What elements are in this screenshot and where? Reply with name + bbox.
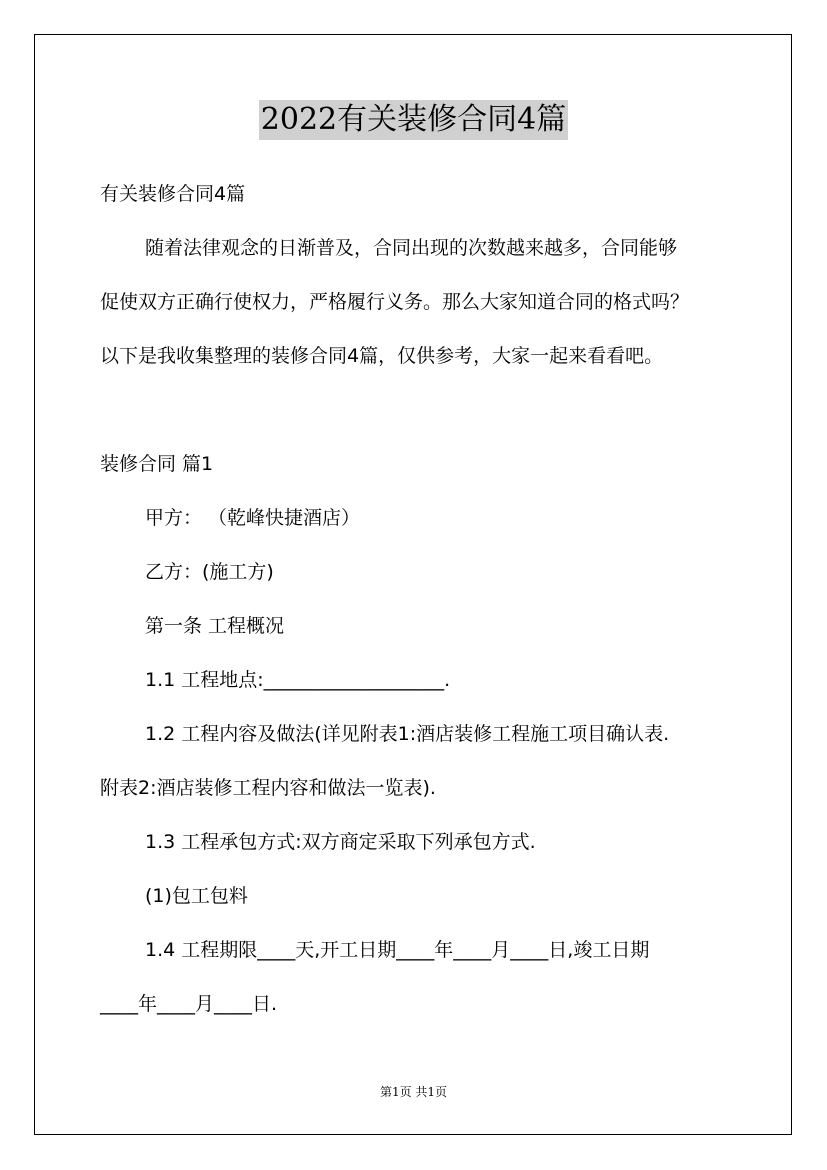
party-b-line: 乙方：(施工方) bbox=[145, 561, 274, 583]
clause-1-1: 1.1 工程地点:___________________. bbox=[145, 669, 451, 691]
document-subtitle: 有关装修合同4篇 bbox=[100, 183, 246, 205]
intro-line-1: 随着法律观念的日渐普及，合同出现的次数越来越多，合同能够 bbox=[145, 237, 678, 259]
clause-1-2-continued: 附表2:酒店装修工程内容和做法一览表). bbox=[100, 777, 436, 799]
clause-1-3: 1.3 工程承包方式:双方商定采取下列承包方式. bbox=[145, 831, 536, 853]
clause-1-3-option: (1)包工包料 bbox=[145, 885, 248, 907]
clause-1-2: 1.2 工程内容及做法(详见附表1:酒店装修工程施工项目确认表. bbox=[145, 723, 670, 745]
title-container bbox=[0, 100, 827, 140]
article-one-heading: 第一条 工程概况 bbox=[145, 615, 285, 637]
clause-1-4: 1.4 工程期限____天,开工日期____年____月____日,竣工日期 bbox=[145, 939, 650, 961]
party-a-line: 甲方： （乾峰快捷酒店） bbox=[145, 507, 361, 529]
intro-line-2: 促使双方正确行使权力，严格履行义务。那么大家知道合同的格式吗？ bbox=[100, 291, 690, 313]
intro-line-3: 以下是我收集整理的装修合同4篇，仅供参考，大家一起来看看吧。 bbox=[100, 345, 664, 367]
document-title: 2022有关装修合同4篇 bbox=[259, 100, 568, 140]
section-heading: 装修合同 篇1 bbox=[100, 453, 214, 475]
clause-1-4-continued: ____年____月____日. bbox=[100, 993, 278, 1015]
page-footer: 第1页 共1页 bbox=[379, 1085, 448, 1099]
